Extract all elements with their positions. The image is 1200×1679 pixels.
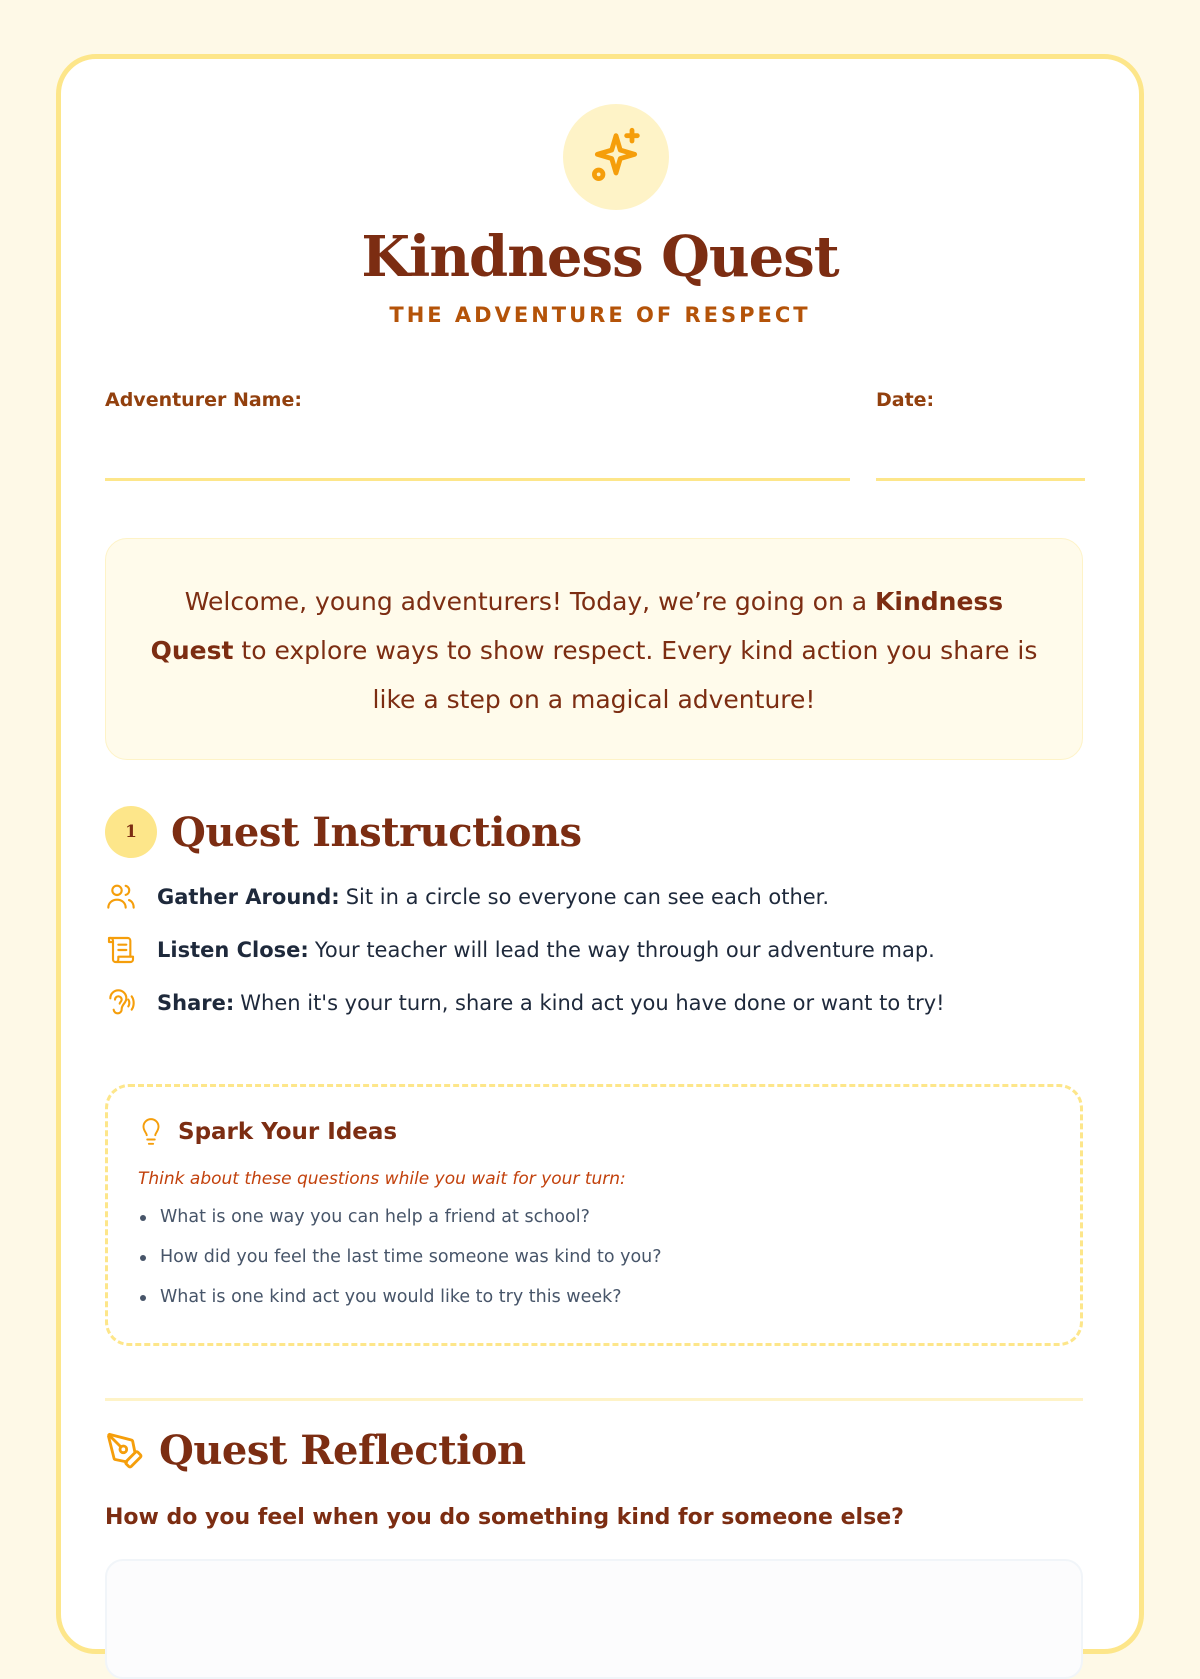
pen-tool-icon — [105, 1431, 145, 1471]
adventurer-name-field[interactable] — [105, 478, 850, 481]
ear-icon — [105, 987, 137, 1019]
sparkles-icon — [584, 125, 648, 189]
page-subtitle: THE ADVENTURE OF RESPECT — [389, 303, 811, 327]
spark-subtitle: Think about these questions while you wait for your turn: — [138, 1169, 626, 1189]
scroll-icon — [105, 934, 137, 966]
welcome-text-1: Welcome, young adventurers! Today, we’re going on a — [184, 587, 876, 616]
reflection-title: Quest Reflection — [159, 1427, 526, 1474]
welcome-box — [105, 538, 1083, 760]
page-title: Kindness Quest — [361, 224, 839, 290]
date-field[interactable] — [876, 478, 1085, 481]
instruction-item — [105, 933, 935, 967]
instructions-header — [105, 806, 582, 858]
instructions-title: Quest Instructions — [171, 808, 582, 856]
spark-question-list — [138, 1197, 662, 1317]
reflection-question: How do you feel when you do something kind for someone else? — [105, 1505, 904, 1530]
spark-title: Spark Your Ideas — [178, 1119, 398, 1145]
instruction-item — [105, 880, 829, 914]
list-item: What is one kind act you would like to try this week? — [160, 1277, 662, 1317]
welcome-text-bold: Kindness Quest — [150, 587, 1004, 665]
reflection-header — [105, 1427, 526, 1474]
instruction-label: Listen Close: — [157, 938, 309, 962]
instruction-label: Gather Around: — [157, 885, 340, 909]
logo-badge — [563, 104, 669, 210]
worksheet-card — [56, 54, 1144, 1654]
reflection-answer-field[interactable] — [105, 1559, 1083, 1679]
instruction-text: Your teacher will lead the way through our adventure map. — [314, 938, 935, 962]
section-divider — [105, 1398, 1083, 1401]
spark-title-row — [138, 1117, 397, 1147]
step-badge: 1 — [105, 806, 157, 858]
instruction-item — [105, 986, 945, 1020]
users-icon — [105, 881, 137, 913]
adventurer-name-label: Adventurer Name: — [105, 389, 302, 411]
list-item: What is one way you can help a friend at school? — [160, 1197, 662, 1237]
spark-ideas-box — [105, 1084, 1083, 1346]
instruction-text: Sit in a circle so everyone can see each other. — [345, 885, 830, 909]
lightbulb-icon — [138, 1117, 164, 1147]
instruction-text: When it's your turn, share a kind act you have done or want to try! — [240, 991, 945, 1015]
date-label: Date: — [876, 389, 935, 411]
welcome-text-2: to explore ways to show respect. Every kind action you share is like a step on a magical adventure! — [233, 636, 1038, 714]
instruction-label: Share: — [157, 991, 235, 1015]
list-item: How did you feel the last time someone was kind to you? — [160, 1237, 662, 1277]
